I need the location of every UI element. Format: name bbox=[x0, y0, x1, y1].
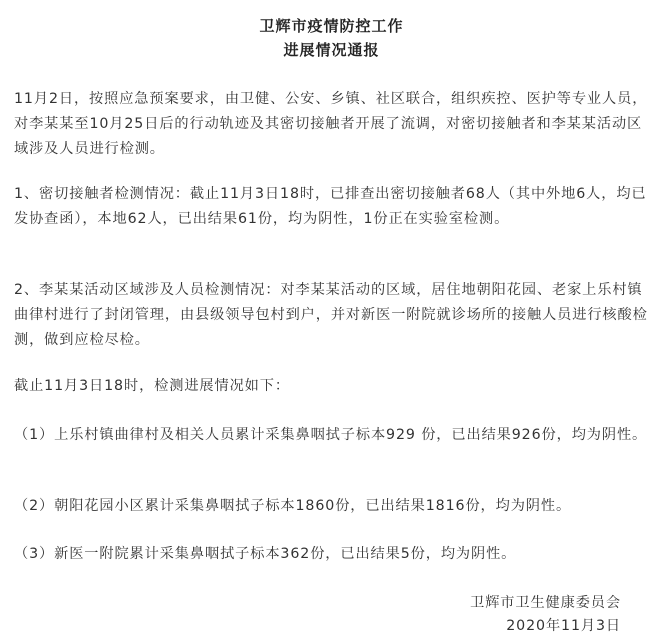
signature-date: 2020年11月3日 bbox=[506, 618, 621, 634]
paragraph-item-2: （2）朝阳花园小区累计采集鼻咽拭子标本1860份，已出结果1816份，均为阴性。 bbox=[14, 498, 572, 514]
paragraph-intro: 11月2日，按照应急预案要求，由卫健、公安、乡镇、社区联合，组织疾控、医护等专业人员，对李某某至10月25日后的行动轨迹及其密切接触者开展了流调，对密切接触者和李某某活动区域涉及人员进行检测。 bbox=[14, 91, 648, 157]
paragraph-item-3: （3）新医一附院累计采集鼻咽拭子标本362份，已出结果5份，均为阴性。 bbox=[14, 546, 517, 562]
paragraph-item-1: （1）上乐村镇曲律村及相关人员累计采集鼻咽拭子标本929 份，已出结果926份，均为阴性。 bbox=[14, 427, 648, 443]
paragraph-close-contacts: 1、密切接触者检测情况：截止11月3日18时，已排查出密切接触者68人（其中外地6人，均已发协查函），本地62人，已出结果61份，均为阴性，1份正在实验室检测。 bbox=[14, 186, 647, 227]
signature-organization: 卫辉市卫生健康委员会 bbox=[470, 595, 621, 611]
paragraph-progress-heading: 截止11月3日18时，检测进展情况如下： bbox=[14, 378, 290, 394]
notice-title-line2: 进展情况通报 bbox=[283, 41, 380, 59]
paragraph-activity-area: 2、李某某活动区域涉及人员检测情况：对李某某活动的区域，居住地朝阳花园、老家上乐村镇曲律村进行了封闭管理，由县级领导包村到户，并对新医一附院就诊场所的接触人员进行核酸检测，做到应检尽检。 bbox=[14, 282, 648, 348]
notice-title-line1: 卫辉市疫情防控工作 bbox=[259, 17, 404, 35]
